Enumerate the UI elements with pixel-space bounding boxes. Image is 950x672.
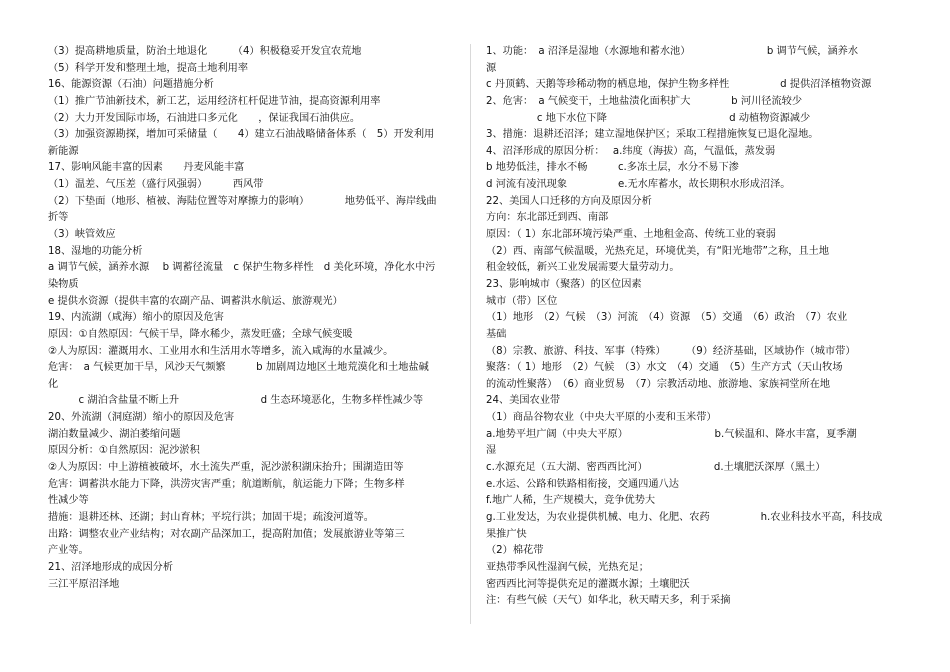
right-column-line-text: 密西西比河等提供充足的灌溉水源；土壤肥沃	[486, 578, 690, 590]
right-column-line-text: 注：有些气候（天气）如华北，秋天晴天多，利于采摘	[486, 595, 731, 607]
right-column-line-text: 3、措施：退耕还沼泽；建立湿地保护区；采取工程措施恢复已退化湿地。	[486, 129, 819, 141]
right-column-line-text: a.地势平坦广阔（中央大平原） b.气候温和、降水丰富，夏季潮	[486, 428, 857, 440]
left-column-line	[48, 393, 462, 410]
right-column-line	[486, 360, 900, 377]
right-column-line-text: （8）宗教、旅游、科技、军事（特殊） （9）经济基础，区域协作（城市带）	[486, 345, 856, 357]
left-column-line	[48, 244, 462, 261]
left-column-line	[48, 61, 462, 78]
right-column-line-text: 源	[486, 62, 497, 74]
left-column-line	[48, 577, 462, 594]
left-column-line-text: （1）推广节油新技术，新工艺，运用经济杠杆促进节油，提高资源利用率	[48, 95, 381, 107]
right-column-line-text: （1）地形 （2）气候 （3）河流 （4）资源 （5）交通 （6）政治 （7）农业	[486, 312, 848, 324]
right-column-line-text: 1、功能： a 沼泽是湿地（水源地和蓄水池） b 调节气候，涵养水	[486, 46, 859, 57]
right-column-line	[486, 160, 900, 177]
left-column-line	[48, 344, 462, 361]
right-column-line-text: 23、影响城市（聚落）的区位因素	[486, 278, 642, 290]
left-column-line-text: （3）峡管效应	[48, 229, 116, 241]
right-column-line-text: （1）商品谷物农业（中央大平原的小麦和玉米带）	[486, 412, 717, 424]
left-column-line-text: a 调节气候，涵养水源 b 调蓄径流量 c 保护生物多样性 d 美化环境，净化水中污	[48, 262, 436, 274]
left-column-line-text: 危害：调蓄洪水能力下降，洪涝灾害严重；航道断航，航运能力下降；生物多样	[48, 478, 405, 490]
right-column-line	[486, 377, 900, 394]
left-column-line	[48, 443, 462, 460]
left-column-line	[48, 527, 462, 544]
right-column-line	[486, 210, 900, 227]
right-column-line	[486, 310, 900, 327]
right-column-line-text: 湿	[486, 445, 497, 457]
right-column-line	[486, 177, 900, 194]
right-column-line-text: c 丹顶鹤、天鹅等珍稀动物的栖息地，保护生物多样性 d 提供沼泽植物资源	[486, 79, 872, 91]
right-column-line	[486, 244, 900, 261]
right-column-line	[486, 344, 900, 361]
right-column-line-text: 聚落：（ 1）地形 （2）气候 （3）水文 （4）交通 （5）生产方式（天山牧场	[486, 362, 843, 374]
left-column-line-text: 21、沼泽地形成的成因分析	[48, 561, 174, 573]
right-column-line	[486, 227, 900, 244]
left-column-line	[48, 144, 462, 161]
right-column-line-text: 24、美国农业带	[486, 395, 561, 407]
left-column-line	[48, 493, 462, 510]
right-column-line-text: 基础	[486, 328, 507, 340]
left-column-line	[48, 327, 462, 344]
right-column-line	[486, 327, 900, 344]
left-column-line-text: 三江平原沼泽地	[48, 578, 120, 590]
left-column-line-text: 染物质	[48, 278, 79, 290]
right-column-line	[486, 410, 900, 427]
left-column-line	[48, 260, 462, 277]
left-column-line	[48, 477, 462, 494]
left-column-line	[48, 210, 462, 227]
right-column-line-text: 城市（带）区位	[486, 295, 558, 307]
left-column-line-text: 措施：退耕还林、还湖；封山育林；平垸行洪；加固干堤；疏浚河道等。	[48, 511, 374, 523]
right-column-line	[486, 77, 900, 94]
left-column-line	[48, 294, 462, 311]
left-column-line	[48, 77, 462, 94]
right-column-line-text: c.水源充足（五大湖、密西西比河） d.土壤肥沃深厚（黑土）	[486, 462, 826, 474]
left-column-line	[48, 111, 462, 128]
right-column-line	[486, 127, 900, 144]
left-column-line	[48, 44, 462, 61]
right-column-line	[486, 527, 900, 544]
left-column-line-text: （2）大力开发国际市场，石油进口多元化 ，保证我国石油供应。	[48, 112, 361, 124]
left-column-line-text: （3）提高耕地质量，防治土地退化 （4）积极稳妥开发宜农荒地	[48, 46, 362, 57]
left-column-line-text: 新能源	[48, 145, 79, 157]
left-column-line-text: （1）温差、气压差（盛行风强弱） 西风带	[48, 179, 264, 191]
right-column-line	[486, 44, 900, 61]
left-column-line-text: （3）加强资源勘探，增加可采储量（ 4）建立石油战略储备体系（ 5）开发利用	[48, 129, 435, 141]
left-column-line	[48, 560, 462, 577]
left-column-line-text: 原因：①自然原因：气候干旱，降水稀少，蒸发旺盛；全球气候变暖	[48, 328, 353, 340]
left-column-line-text: 出路：调整农业产业结构；对农副产品深加工，提高附加值；发展旅游业等第三	[48, 528, 405, 540]
right-column-line-text: 果推广快	[486, 528, 527, 540]
left-column-line	[48, 277, 462, 294]
left-column-line	[48, 160, 462, 177]
right-column	[486, 44, 900, 610]
left-column-line-text: 化	[48, 378, 59, 390]
left-column-line-text: 20、外流湖（洞庭湖）缩小的原因及危害	[48, 412, 235, 424]
left-column-line	[48, 227, 462, 244]
right-column-line	[486, 294, 900, 311]
column-divider	[470, 44, 471, 624]
left-column-line-text: 湖泊数量减少、湖泊萎缩问题	[48, 428, 181, 440]
left-column-line	[48, 410, 462, 427]
right-column-line-text: 租金较低，新兴工业发展需要大量劳动力。	[486, 262, 680, 274]
left-column-line-text: 19、内流湖（咸海）缩小的原因及危害	[48, 312, 224, 324]
right-column-line	[486, 443, 900, 460]
right-column-line	[486, 111, 900, 128]
right-column-line-text: 原因：（ 1）东北部环境污染严重、土地租金高、传统工业的衰弱	[486, 229, 776, 241]
right-column-line	[486, 94, 900, 111]
right-column-line	[486, 144, 900, 161]
right-column-line-text: b 地势低洼，排水不畅 c.多冻土层，水分不易下渗	[486, 162, 739, 174]
right-column-line-text: 的流动性聚落） （6）商业贸易 （7）宗教活动地、旅游地、家族祠堂所在地	[486, 378, 831, 390]
right-column-line-text: e.水运、公路和铁路相衔接，交通四通八达	[486, 478, 679, 490]
right-column-line	[486, 510, 900, 527]
left-column-line-text: e 提供水资源（提供丰富的农副产品、调蓄洪水航运、旅游观光）	[48, 295, 343, 307]
right-column-line-text: （2）西、南部气候温暖，光热充足，环境优美，有“阳光地带”之称，且土地	[486, 245, 830, 257]
right-column-line	[486, 61, 900, 78]
left-column-line	[48, 127, 462, 144]
right-column-line-text: c 地下水位下降 d 动植物资源减少	[486, 112, 811, 124]
right-column-line	[486, 427, 900, 444]
right-column-line-text: d 河流有凌汛现象 e.无水库蓄水，故长期积水形成沼泽。	[486, 179, 791, 191]
right-column-line	[486, 493, 900, 510]
right-column-line	[486, 577, 900, 594]
left-column-line	[48, 427, 462, 444]
right-column-line	[486, 260, 900, 277]
right-column-line	[486, 277, 900, 294]
left-column-line-text: 18、湿地的功能分析	[48, 245, 143, 257]
left-column	[48, 44, 462, 593]
left-column-line-text: ②人为原因：中上游植被破坏，水土流失严重，泥沙淤积湖床抬升；围湖造田等	[48, 462, 404, 474]
right-column-line-text: 4、沼泽形成的原因分析： a.纬度（海拔）高，气温低，蒸发弱	[486, 145, 776, 157]
left-column-line	[48, 377, 462, 394]
right-column-line	[486, 543, 900, 560]
left-column-line-text: 原因分析：①自然原因：泥沙淤积	[48, 445, 200, 457]
right-column-line-text: 22、美国人口迁移的方向及原因分析	[486, 195, 652, 207]
right-column-line	[486, 560, 900, 577]
right-column-line-text: f.地广人稀，生产规模大，竞争优势大	[486, 495, 656, 507]
left-column-line	[48, 360, 462, 377]
right-column-line	[486, 593, 900, 610]
left-column-line	[48, 460, 462, 477]
left-column-line-text: 性减少等	[48, 495, 89, 507]
left-column-line	[48, 310, 462, 327]
left-column-line-text: 16、能源资源（石油）问题措施分析	[48, 79, 214, 91]
right-column-line-text: 2、危害： a 气候变干，土地盐渍化面积扩大 b 河川径流较少	[486, 95, 803, 107]
right-column-line-text: 方向：东北部迁到西、南部	[486, 212, 609, 224]
left-column-line	[48, 543, 462, 560]
right-column-line	[486, 194, 900, 211]
right-column-line	[486, 393, 900, 410]
left-column-line	[48, 510, 462, 527]
right-column-line	[486, 477, 900, 494]
left-column-line	[48, 94, 462, 111]
right-column-line	[486, 460, 900, 477]
left-column-line-text: 折等	[48, 212, 69, 224]
left-column-line-text: 产业等。	[48, 545, 89, 557]
left-column-line-text: （5）科学开发和整理土地，提高土地利用率	[48, 62, 249, 74]
right-column-line-text: 亚热带季风性湿润气候，光热充足；	[486, 561, 649, 573]
left-column-line-text: 危害： a 气候更加干旱，风沙天气频繁 b 加剧周边地区土地荒漠化和土地盐碱	[48, 362, 429, 374]
right-column-line-text: （2）棉花带	[486, 545, 544, 557]
left-column-line-text: （2）下垫面（地形、植被、海陆位置等对摩擦力的影响） 地势低平、海岸线曲	[48, 195, 437, 207]
left-column-line-text: ②人为原因：灌溉用水、工业用水和生活用水等增多，流入咸海的水量减少。	[48, 345, 394, 357]
right-column-line-text: g.工业发达，为农业提供机械、电力、化肥、农药 h.农业科技水平高，科技成	[486, 511, 883, 523]
left-column-line	[48, 194, 462, 211]
left-column-line-text: 17、影响风能丰富的因素 丹麦风能丰富	[48, 162, 245, 174]
left-column-line-text: c 湖泊含盐量不断上升 d 生态环境恶化，生物多样性减少等	[48, 395, 424, 407]
left-column-line	[48, 177, 462, 194]
